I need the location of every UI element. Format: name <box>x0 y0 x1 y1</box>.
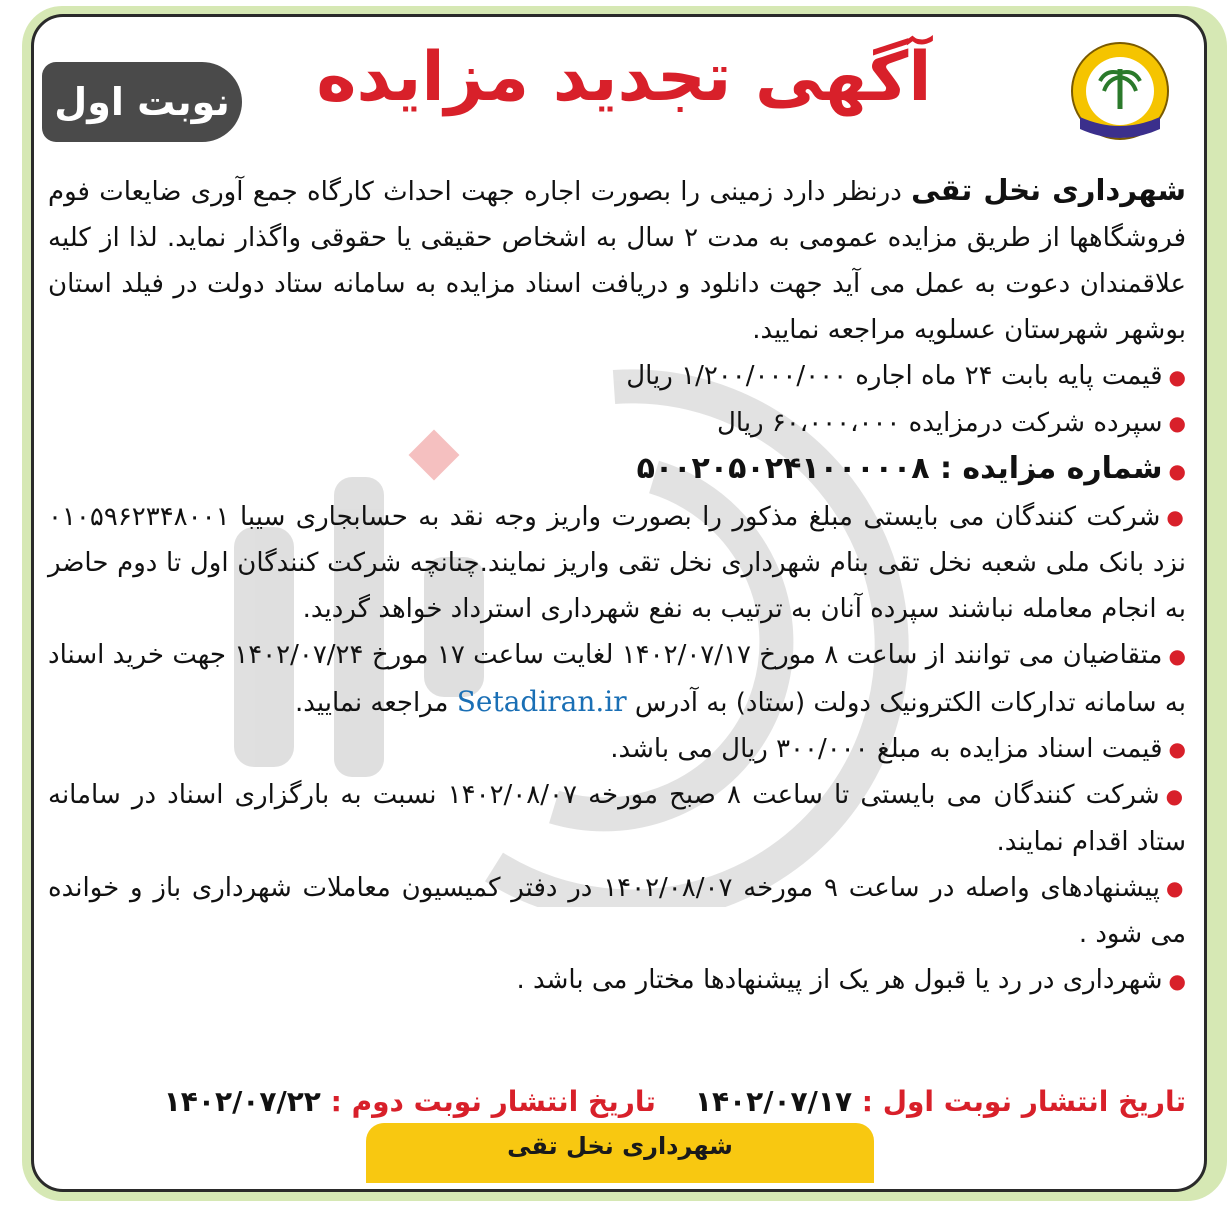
bullet-icon: ● <box>1168 643 1187 668</box>
intro-text: درنظر دارد زمینی را بصورت اجاره جهت احداث کارگاه جمع آوری ضایعات فوم فروشگاهها از طریق مزایده عمومی به مدت ۲ سال به اشخاص حقیقی یا حقوقی واگذار نماید. لذا از کلیه علاقمندان دعوت به عمل می آید جهت دانلود و دریافت اسناد مزایده به سامانه ستاد دولت در فیلد استان بوشهر شهرستان عسلویه مراجعه نمایید. <box>48 177 1187 345</box>
announcement-frame <box>31 14 1207 1192</box>
list-item <box>48 353 1186 400</box>
base-price: قیمت پایه بابت ۲۴ ماه اجاره ۱/۲۰۰/۰۰۰/۰۰۰ ریال <box>626 361 1163 391</box>
auction-number: شماره مزایده : ۵۰۰۲۰۵۰۲۴۱۰۰۰۰۰۸ <box>636 451 1163 486</box>
list-item <box>48 957 1186 1004</box>
opening-info: پیشنهادهای واصله در ساعت ۹ مورخه ۱۴۰۲/۰۸/۰۷ در دفتر کمیسیون معاملات شهرداری باز و خوانده می شود . <box>48 872 1186 949</box>
deposit: سپرده شرکت درمزایده ۶۰،۰۰۰،۰۰۰ ریال <box>717 407 1163 438</box>
bullet-icon: ● <box>1165 783 1186 808</box>
bullet-icon: ● <box>1168 411 1186 435</box>
bullet-icon: ● <box>1168 968 1186 993</box>
list-item <box>48 446 1186 494</box>
page-title: آگهی تجدید مزایده <box>316 38 932 117</box>
publication-dates <box>48 1079 1186 1125</box>
second-date-label: تاریخ انتشار نوبت دوم : <box>330 1085 656 1118</box>
bullet-icon: ● <box>1168 364 1186 389</box>
footer-signature: شهرداری نخل تقی <box>366 1123 874 1183</box>
first-date-label: تاریخ انتشار نوبت اول : <box>861 1085 1186 1118</box>
list-item <box>48 400 1186 447</box>
upload-deadline: شرکت کنندگان می بایستی تا ساعت ۸ صبح مورخه ۱۴۰۲/۰۸/۰۷ نسبت به بارگزاری اسناد در سامانه ستاد اقدام نمایند. <box>48 780 1186 857</box>
list-item <box>48 494 1186 633</box>
document-price: قیمت اسناد مزایده به مبلغ ۳۰۰/۰۰۰ ریال می باشد. <box>610 733 1163 764</box>
setadiran-link[interactable]: Setadiran.ir <box>456 684 627 718</box>
bullet-icon: ● <box>1168 458 1186 483</box>
announcement-body <box>48 167 1186 1004</box>
intro-paragraph <box>48 167 1186 353</box>
list-item <box>48 726 1186 773</box>
applicants-text-end: مراجعه نمایید. <box>294 687 457 718</box>
bullet-icon: ● <box>1166 876 1187 900</box>
list-item <box>48 772 1186 865</box>
municipality-name: شهرداری نخل تقی <box>911 173 1186 207</box>
bullet-icon: ● <box>1168 737 1186 761</box>
first-date-value: ۱۴۰۲/۰۷/۱۷ <box>694 1085 853 1118</box>
municipality-logo <box>1066 39 1174 149</box>
applicants-text: متقاضیان می توانند از ساعت ۸ مورخ ۱۴۰۲/۰۷/۱۷ لغایت ساعت ۱۷ مورخ ۱۴۰۲/۰۷/۲۴ جهت خرید اسناد به سامانه تدارکات الکترونیک دولت (ستاد) به آدرس <box>48 640 1186 718</box>
payment-terms: شرکت کنندگان می بایستی مبلغ مذکور را بصورت واریز وجه نقد به حسابجاری سیبا ۰۱۰۵۹۶۲۳۴۸۰۰۱ نزد بانک ملی شعبه نخل تقی بنام شهرداری نخل تقی واریز نمایند.چنانچه شرکت کنندگان اول تا دوم حاضر به انجام معامله نباشند سپرده آنان به ترتیب به نفع شهرداری استرداد خواهد گردید. <box>48 501 1186 624</box>
list-item <box>48 865 1186 958</box>
list-item <box>48 632 1186 726</box>
second-date-value: ۱۴۰۲/۰۷/۲۲ <box>163 1085 321 1118</box>
rights-reserved: شهرداری در رد یا قبول هر یک از پیشنهادها مختار می باشد . <box>516 965 1163 995</box>
bullet-icon: ● <box>1166 505 1186 529</box>
issue-badge: نوبت اول <box>42 62 242 142</box>
